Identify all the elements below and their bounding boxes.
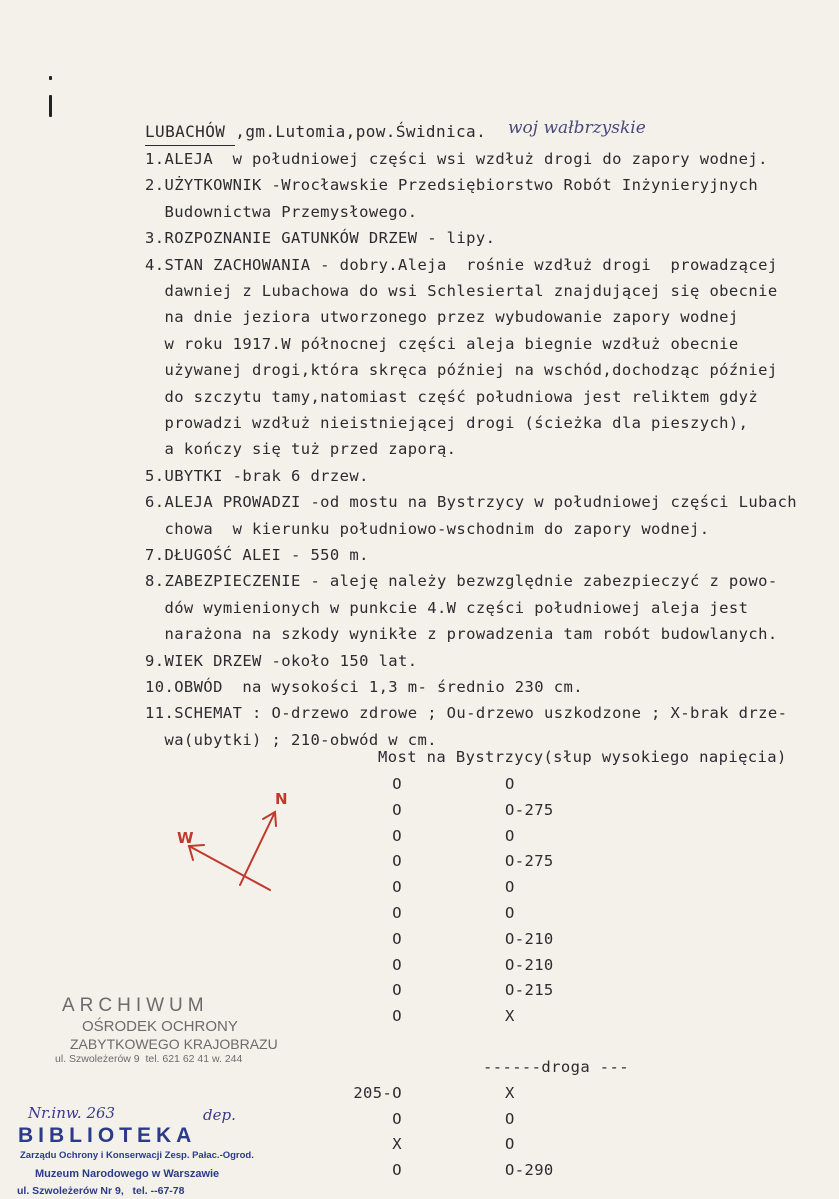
item-line: 1.ALEJA w południowej części wsi wzdłuż drogi do zapory wodnej.: [145, 150, 768, 168]
schema-right-tree: O-275: [505, 852, 554, 871]
item-line: 11.SCHEMAT : O-drzewo zdrowe ; Ou-drzewo uszkodzone ; X-brak drze-: [145, 704, 788, 723]
item-line: wa(ubytki) ; 210-obwód w cm.: [145, 730, 437, 749]
schema-left-tree: O: [392, 955, 402, 974]
schema-right-tree: O-210: [505, 955, 554, 974]
schema-right-tree: X: [505, 1007, 515, 1026]
item-line: dów wymienionych w punkcie 4.W części południowej aleja jest: [145, 598, 749, 617]
item-line: 2.UŻYTKOWNIK -Wrocławskie Przedsiębiorstwo Robót Inżynieryjnych: [145, 176, 759, 195]
deposit-note: dep.: [203, 1106, 236, 1124]
item-line: 5.UBYTKI -brak 6 drzew.: [145, 466, 369, 485]
compass-north-letter: N: [275, 790, 288, 808]
schema-left-tree: O: [392, 800, 402, 819]
document-title: LUBACHÓW ,gm.Lutomia,pow.Świdnica.: [145, 122, 487, 141]
schema-left-tree: O: [392, 1007, 402, 1026]
item-line: w roku 1917.W północnej części aleja biegnie wzdłuż obecnie: [145, 334, 739, 353]
punch-mark-bottom: [49, 95, 52, 117]
title-underline: [145, 145, 235, 146]
item-line: 3.ROZPOZNANIE GATUNKÓW DRZEW - lipy.: [145, 229, 496, 248]
schema-left-tree: O: [392, 981, 402, 1000]
item-line: używanej drogi,która skręca później na wschód,dochodząc później: [145, 361, 778, 380]
schema-left-tree: 205-O: [353, 1084, 402, 1102]
compass-north-arrow: [240, 812, 275, 885]
archive-stamp-line4: ul. Szwoleżerów 9 tel. 621 62 41 w. 244: [55, 1053, 243, 1065]
item-line: Budownictwa Przemysłowego.: [145, 202, 418, 221]
handwritten-note: woj wałbrzyskie: [508, 118, 646, 138]
item-line: dawniej z Lubachowa do wsi Schlesiertal znajdującej się obecnie: [145, 282, 778, 300]
library-stamp-line2: Zarządu Ochrony i Konserwacji Zesp. Pałac.-Ogrod.: [20, 1150, 254, 1161]
schema-right-tree: O: [505, 1109, 515, 1128]
item-line: do szczytu tamy,natomiast część południowa jest reliktem gdyż: [145, 387, 759, 406]
item-line: 4.STAN ZACHOWANIA - dobry.Aleja rośnie wzdłuż drogi prowadzącej: [145, 255, 778, 274]
schema-left-tree: O: [392, 904, 402, 922]
schema-left-tree: O: [392, 929, 402, 948]
item-line: prowadzi wzdłuż nieistniejącej drogi (ścieżka dla pieszych),: [145, 414, 749, 432]
schema-right-tree: O: [505, 1135, 515, 1154]
schema-right-tree: O-215: [505, 981, 554, 1000]
schema-right-tree: O-275: [505, 800, 554, 819]
item-line: na dnie jeziora utworzonego przez wybudowanie zapory wodnej: [145, 308, 739, 327]
item-line: 7.DŁUGOŚĆ ALEI - 550 m.: [145, 546, 369, 564]
schema-left-tree: O: [392, 775, 402, 793]
schema-left-tree: O: [392, 1160, 402, 1179]
schema-right-tree: X: [505, 1084, 515, 1102]
compass-west-letter: W: [177, 829, 194, 847]
library-stamp-line4: ul. Szwoleżerów Nr 9, tel. --67-78: [17, 1185, 185, 1197]
inventory-number: Nr.inw. 263: [28, 1104, 116, 1122]
road-label: ------droga ---: [483, 1058, 629, 1076]
archive-stamp-title: ARCHIWUM: [62, 995, 209, 1016]
schema-left-tree: O: [392, 826, 402, 845]
schema-left-tree: X: [392, 1135, 402, 1154]
schema-left-tree: O: [392, 852, 402, 871]
schema-header: Most na Bystrzycy(słup wysokiego napięcia): [378, 748, 787, 766]
item-line: narażona na szkody wynikłe z prowadzenia tam robót budowlanych.: [145, 625, 778, 644]
item-line: 9.WIEK DRZEW -około 150 lat.: [145, 651, 418, 670]
schema-right-tree: O: [505, 775, 515, 793]
library-stamp-line3: Muzeum Narodowego w Warszawie: [35, 1168, 220, 1180]
compass-sketch: [175, 785, 295, 895]
schema-right-tree: O: [505, 878, 515, 897]
schema-right-tree: O: [505, 826, 515, 845]
item-line: 6.ALEJA PROWADZI -od mostu na Bystrzycy w południowej części Lubach: [145, 493, 798, 512]
compass-west-arrow: [189, 846, 270, 890]
schema-left-tree: O: [392, 1109, 402, 1128]
item-line: 10.OBWÓD na wysokości 1,3 m- średnio 230 cm.: [145, 678, 583, 696]
archive-stamp-line3: ZABYTKOWEGO KRAJOBRAZU: [70, 1036, 278, 1052]
item-line: 8.ZABEZPIECZENIE - aleję należy bezwzględnie zabezpieczyć z powo-: [145, 572, 778, 591]
item-line: chowa w kierunku południowo-wschodnim do zapory wodnej.: [145, 519, 710, 538]
library-stamp-title: BIBLIOTEKA: [18, 1124, 197, 1147]
schema-left-tree: O: [392, 878, 402, 897]
schema-right-tree: O-290: [505, 1160, 554, 1179]
schema-right-tree: O: [505, 904, 515, 922]
item-line: a kończy się tuż przed zaporą.: [145, 440, 457, 459]
archive-stamp-line2: OŚRODEK OCHRONY: [82, 1018, 238, 1035]
schema-right-tree: O-210: [505, 929, 554, 948]
punch-mark-top: [49, 76, 52, 80]
